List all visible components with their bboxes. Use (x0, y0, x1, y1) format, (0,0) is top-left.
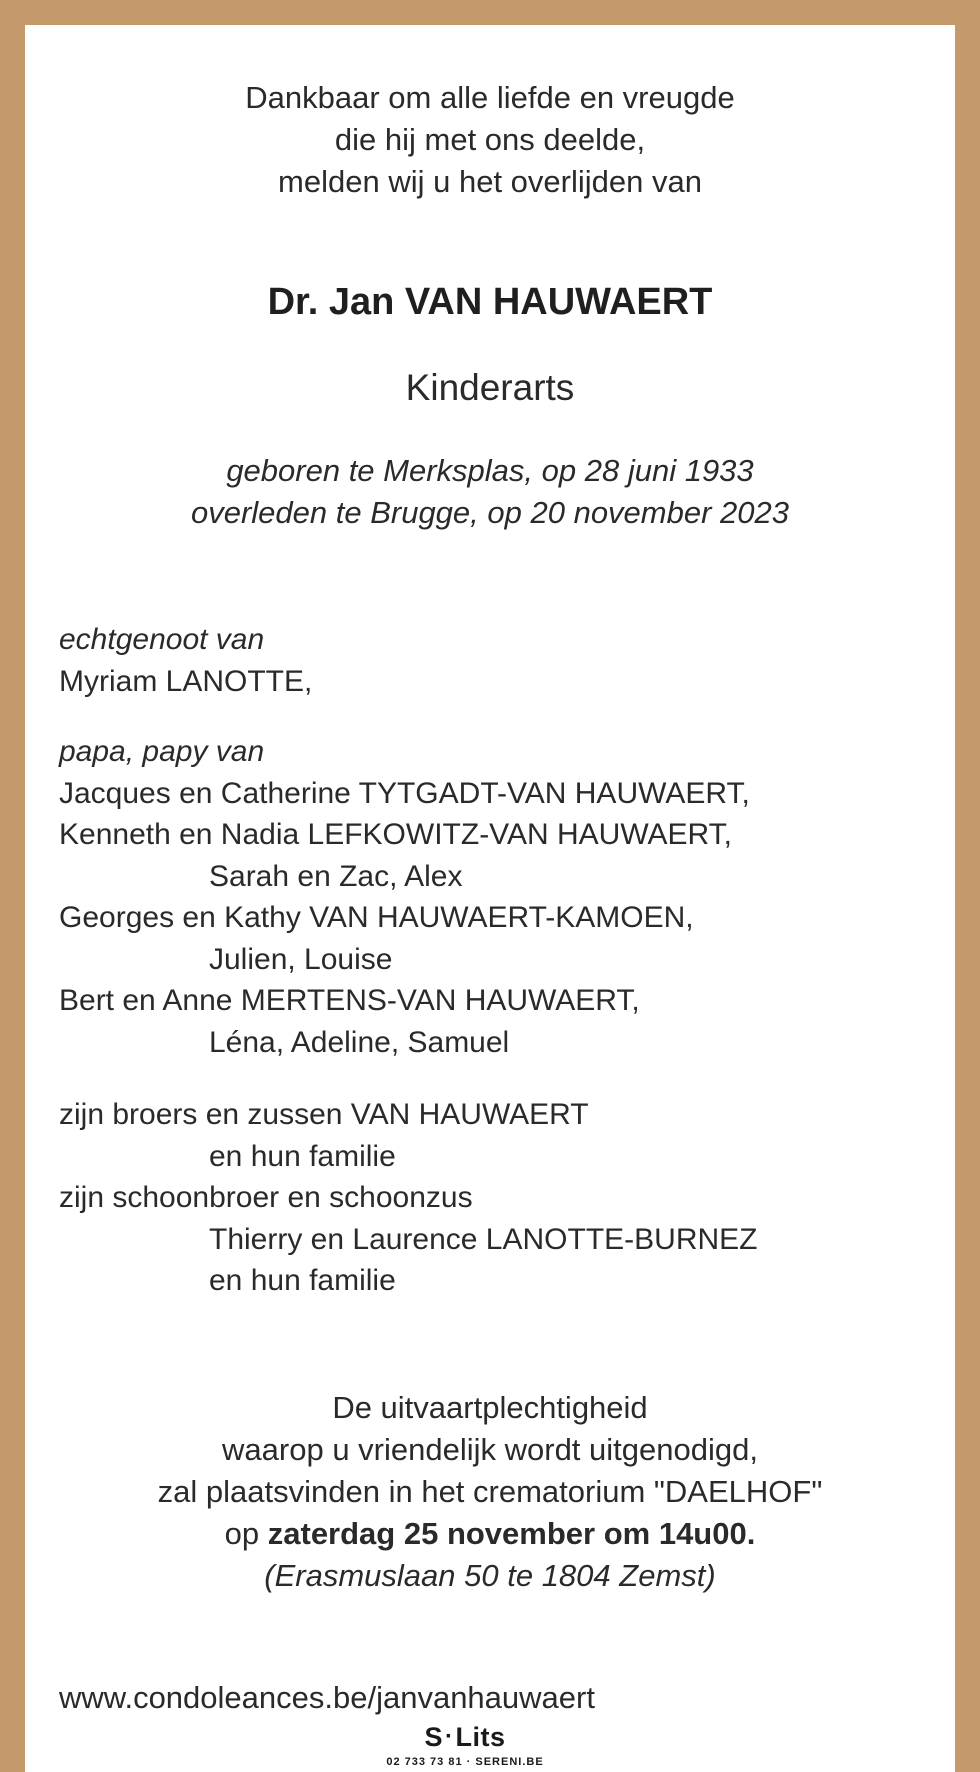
logo-letter: S (424, 1722, 443, 1752)
life-dates (25, 450, 955, 534)
funeral-line: De uitvaartplechtigheid (332, 1390, 648, 1425)
grandchildren-line: Léna, Adeline, Samuel (209, 1025, 510, 1059)
family-line: Kenneth en Nadia LEFKOWITZ-VAN HAUWAERT, (59, 818, 732, 851)
intro-text (25, 77, 955, 203)
funeral-home-logo (290, 1722, 640, 1752)
funeral-date-prefix: op (224, 1516, 268, 1551)
family-line: en hun familie (209, 1139, 396, 1173)
funeral-line: zal plaatsvinden in het crematorium "DAELHOF" (157, 1474, 823, 1509)
birth-line: geboren te Merksplas, op 28 juni 1933 (226, 453, 754, 488)
family-line: Jacques en Catherine TYTGADT-VAN HAUWAERT, (59, 776, 750, 810)
funeral-datetime (25, 1513, 955, 1555)
death-line: overleden te Brugge, op 20 november 2023 (190, 495, 790, 530)
family-line: zijn broers en zussen VAN HAUWAERT (59, 1098, 589, 1131)
spouse-section (59, 619, 312, 702)
children-section (59, 731, 750, 1063)
grandchildren-line: Julien, Louise (209, 942, 393, 976)
intro-line: melden wij u het overlijden van (278, 164, 702, 199)
funeral-home-footer (290, 1722, 640, 1772)
phone-number: 02 733 73 81 (386, 1756, 463, 1768)
funeral-home-contact (290, 1755, 640, 1769)
intro-line: die hij met ons deelde, (334, 122, 646, 157)
condolences-link[interactable]: www.condoleances.be/janvanhauwaert (59, 1680, 595, 1715)
family-line: Georges en Kathy VAN HAUWAERT-KAMOEN, (59, 901, 694, 934)
grandchildren-line: Sarah en Zac, Alex (209, 859, 463, 893)
deceased-profession: Kinderarts (405, 367, 575, 408)
family-line: zijn schoonbroer en schoonzus (59, 1181, 473, 1214)
children-label: papa, papy van (59, 735, 265, 768)
family-line: en hun familie (209, 1264, 396, 1297)
family-line: Thierry en Laurence LANOTTE-BURNEZ (209, 1222, 758, 1256)
obituary-card (25, 25, 955, 1772)
spouse-name: Myriam LANOTTE, (59, 664, 313, 698)
intro-line: Dankbaar om alle liefde en vreugde (245, 80, 735, 115)
funeral-address: (Erasmuslaan 50 te 1804 Zemst) (264, 1558, 716, 1593)
logo-word: Lits (455, 1722, 506, 1752)
siblings-section (59, 1094, 758, 1302)
deceased-name: Dr. Jan VAN HAUWAERT (267, 281, 713, 323)
funeral-home-website[interactable]: SERENI.BE (475, 1756, 544, 1768)
contact-separator: · (466, 1756, 472, 1768)
funeral-line: waarop u vriendelijk wordt uitgenodigd, (222, 1432, 758, 1467)
funeral-date: zaterdag 25 november om 14u00. (267, 1516, 756, 1551)
funeral-info (25, 1387, 955, 1597)
family-line: Bert en Anne MERTENS-VAN HAUWAERT, (59, 984, 640, 1017)
spouse-label: echtgenoot van (59, 623, 265, 656)
logo-dot: · (445, 1723, 454, 1750)
